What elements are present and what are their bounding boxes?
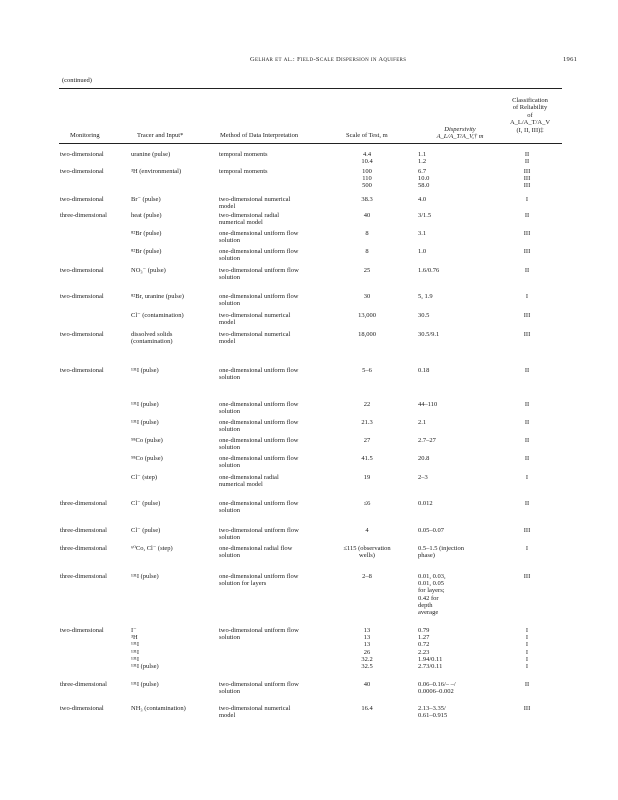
cell-reliability: III xyxy=(523,573,531,580)
cell-tracer: ⁵⁸Co (pulse) xyxy=(131,437,163,444)
cell-reliability: III xyxy=(523,705,531,712)
cell-scale: 13 13 13 26 32.2 32.5 xyxy=(361,627,373,671)
cell-reliability: II xyxy=(524,267,530,274)
cell-dispersivity: 0.18 xyxy=(418,367,430,374)
cell-monitoring: two-dimensional xyxy=(60,267,104,274)
col-tracer: Tracer and Input* xyxy=(137,132,184,139)
cell-monitoring: three-dimensional xyxy=(60,545,107,552)
cell-dispersivity: 0.012 xyxy=(418,500,433,507)
cell-scale: 16.4 xyxy=(361,705,373,712)
cell-method: temporal moments xyxy=(219,168,268,175)
cell-monitoring: three-dimensional xyxy=(60,212,107,219)
cell-scale: 19 xyxy=(363,474,371,481)
cell-scale: 100 110 500 xyxy=(362,168,372,190)
cell-tracer: ¹³¹I (pulse) xyxy=(131,681,159,688)
cell-monitoring: three-dimensional xyxy=(60,681,107,688)
cell-reliability: I xyxy=(525,196,529,203)
cell-scale: 8 xyxy=(365,248,369,255)
col-reliability: Classification of Reliability of A_L/A_T/A_V (I, II, III)‡ xyxy=(509,97,551,134)
cell-reliability: II xyxy=(524,212,530,219)
cell-tracer: ⁶⁰Co, Cl⁻ (step) xyxy=(131,545,173,552)
cell-dispersivity: 20.8 xyxy=(418,455,430,462)
cell-method: two-dimensional numerical model xyxy=(219,196,291,211)
cell-method: two-dimensional uniform flow solution xyxy=(219,267,299,282)
cell-scale: 41.5 xyxy=(361,455,373,462)
cell-tracer: Br⁻ (pulse) xyxy=(131,196,161,203)
cell-dispersivity: 2.13–3.35/ 0.61–0.915 xyxy=(418,705,448,720)
cell-dispersivity: 0.5–1.5 (injection phase) xyxy=(418,545,465,560)
page-number: 1961 xyxy=(563,56,578,63)
col-monitoring: Monitoring xyxy=(70,132,100,139)
cell-dispersivity: 1.0 xyxy=(418,248,427,255)
cell-method: one-dimensional uniform flow solution xyxy=(219,230,299,245)
cell-tracer: ⁸²Br (pulse) xyxy=(131,230,162,237)
cell-reliability: III xyxy=(523,331,531,338)
cell-tracer: I⁻ ³H ¹³¹I ¹³¹I ¹³¹I ¹³¹I (pulse) xyxy=(131,627,159,671)
cell-method: one-dimensional uniform flow solution xyxy=(219,367,299,382)
cell-dispersivity: 2.1 xyxy=(418,419,427,426)
cell-tracer: Cl⁻ (pulse) xyxy=(131,500,161,507)
cell-method: one-dimensional uniform flow solution xyxy=(219,248,299,263)
cell-method: two-dimensional numerical model xyxy=(219,331,291,346)
cell-dispersivity: 0.06–0.16/– –/ 0.0006–0.002 xyxy=(418,681,456,696)
cell-scale: 40 xyxy=(363,681,371,688)
cell-reliability: II xyxy=(524,681,530,688)
cell-method: one-dimensional uniform flow solution for layers xyxy=(219,573,299,588)
cell-method: two-dimensional uniform flow solution xyxy=(219,627,299,642)
cell-method: one-dimensional uniform flow solution xyxy=(219,500,299,515)
cell-reliability: III xyxy=(523,312,531,319)
cell-tracer: NO₃⁻ (pulse) xyxy=(131,267,166,274)
cell-dispersivity: 0.01, 0.03, 0.01, 0.05 for layers; 0.42 for depth average xyxy=(418,573,446,617)
cell-reliability: I xyxy=(525,474,529,481)
cell-reliability: III xyxy=(523,248,531,255)
cell-scale: 8 xyxy=(365,230,369,237)
cell-method: one-dimensional radial flow solution xyxy=(219,545,293,560)
cell-tracer: Cl⁻ (pulse) xyxy=(131,527,161,534)
cell-tracer: heat (pulse) xyxy=(131,212,162,219)
cell-tracer: NH₃ (contamination) xyxy=(131,705,186,712)
cell-tracer: dissolved solids (contamination) xyxy=(131,331,173,346)
cell-dispersivity: 44–110 xyxy=(418,401,438,408)
cell-dispersivity: 4.0 xyxy=(418,196,427,203)
table-top-rule xyxy=(59,88,562,89)
col-dispersivity: Dispersivity A_L/A_T/A_V,† m xyxy=(436,126,484,141)
cell-dispersivity: 5, 1.9 xyxy=(418,293,433,300)
cell-method: one-dimensional uniform flow solution xyxy=(219,437,299,452)
cell-reliability: I I I I I I xyxy=(525,627,529,671)
cell-method: one-dimensional uniform flow solution xyxy=(219,293,299,308)
cell-scale: 13,000 xyxy=(358,312,376,319)
cell-method: one-dimensional radial numerical model xyxy=(219,474,279,489)
cell-monitoring: two-dimensional xyxy=(60,705,104,712)
cell-tracer: Cl⁻ (contamination) xyxy=(131,312,184,319)
cell-monitoring: two-dimensional xyxy=(60,331,104,338)
cell-method: two-dimensional numerical model xyxy=(219,705,291,720)
cell-dispersivity: 1.1 1.2 xyxy=(418,151,427,166)
cell-method: one-dimensional uniform flow solution xyxy=(219,401,299,416)
cell-scale: 30 xyxy=(363,293,371,300)
cell-tracer: ⁵⁸Co (pulse) xyxy=(131,455,163,462)
cell-reliability: III xyxy=(523,230,531,237)
cell-reliability: II xyxy=(524,500,530,507)
cell-tracer: ⁸²Br (pulse) xyxy=(131,248,162,255)
cell-scale: 27 xyxy=(363,437,371,444)
cell-tracer: ¹³¹I (pulse) xyxy=(131,573,159,580)
cell-monitoring: two-dimensional xyxy=(60,293,104,300)
cell-dispersivity: 0.79 1.27 0.72 2.23 1.94/0.11 2.73/0.11 xyxy=(418,627,443,671)
cell-dispersivity: 0.05–0.07 xyxy=(418,527,444,534)
cell-tracer: ⁸²Br, uranine (pulse) xyxy=(131,293,184,300)
cell-scale: 18,000 xyxy=(358,331,376,338)
cell-scale: 38.3 xyxy=(361,196,373,203)
col-method: Method of Data Interpretation xyxy=(220,132,299,139)
cell-scale: ≤6 xyxy=(363,500,371,507)
cell-method: one-dimensional uniform flow solution xyxy=(219,455,299,470)
cell-dispersivity: 2.7–27 xyxy=(418,437,436,444)
cell-scale: 21.3 xyxy=(361,419,373,426)
cell-reliability: III III III xyxy=(523,168,531,190)
cell-method: one-dimensional uniform flow solution xyxy=(219,419,299,434)
cell-scale: 5–6 xyxy=(362,367,372,374)
cell-reliability: III xyxy=(523,527,531,534)
continued-label: (continued) xyxy=(62,77,92,84)
cell-tracer: ¹³¹I (pulse) xyxy=(131,419,159,426)
cell-dispersivity: 6.7 10.0 58.0 xyxy=(418,168,430,190)
cell-reliability: II xyxy=(524,455,530,462)
cell-reliability: II xyxy=(524,419,530,426)
cell-scale: 4.4 10.4 xyxy=(361,151,373,166)
cell-reliability: II II xyxy=(524,151,530,166)
cell-method: two-dimensional uniform flow solution xyxy=(219,527,299,542)
cell-scale: 25 xyxy=(363,267,371,274)
cell-scale: 2–8 xyxy=(362,573,372,580)
cell-reliability: I xyxy=(525,293,529,300)
cell-reliability: II xyxy=(524,437,530,444)
cell-dispersivity: 30.5 xyxy=(418,312,430,319)
cell-method: temporal moments xyxy=(219,151,268,158)
cell-monitoring: three-dimensional xyxy=(60,527,107,534)
cell-tracer: ¹³¹I (pulse) xyxy=(131,367,159,374)
cell-monitoring: two-dimensional xyxy=(60,168,104,175)
col-scale: Scale of Test, m xyxy=(346,132,388,139)
cell-dispersivity: 3/1.5 xyxy=(418,212,432,219)
cell-reliability: II xyxy=(524,367,530,374)
cell-method: two-dimensional uniform flow solution xyxy=(219,681,299,696)
cell-scale: ≤115 (observation wells) xyxy=(343,545,391,560)
cell-tracer: ¹³¹I (pulse) xyxy=(131,401,159,408)
cell-dispersivity: 30.5/9.1 xyxy=(418,331,440,338)
cell-scale: 40 xyxy=(363,212,371,219)
cell-monitoring: two-dimensional xyxy=(60,627,104,634)
cell-reliability: I xyxy=(525,545,529,552)
cell-scale: 22 xyxy=(363,401,371,408)
cell-tracer: uranine (pulse) xyxy=(131,151,171,158)
cell-monitoring: three-dimensional xyxy=(60,573,107,580)
cell-dispersivity: 2–3 xyxy=(418,474,428,481)
running-title: Gelhar et al.: Field-Scale Dispersion in Aquifers xyxy=(250,56,407,63)
cell-monitoring: three-dimensional xyxy=(60,500,107,507)
cell-method: two-dimensional numerical model xyxy=(219,312,291,327)
cell-monitoring: two-dimensional xyxy=(60,196,104,203)
cell-monitoring: two-dimensional xyxy=(60,367,104,374)
cell-monitoring: two-dimensional xyxy=(60,151,104,158)
cell-method: two-dimensional radial numerical model xyxy=(219,212,280,227)
cell-dispersivity: 3.1 xyxy=(418,230,427,237)
cell-reliability: II xyxy=(524,401,530,408)
cell-tracer: ³H (environmental) xyxy=(131,168,182,175)
cell-tracer: Cl⁻ (step) xyxy=(131,474,157,481)
table-header-rule xyxy=(59,143,562,144)
cell-scale: 4 xyxy=(365,527,369,534)
cell-dispersivity: 1.6/0.76 xyxy=(418,267,440,274)
